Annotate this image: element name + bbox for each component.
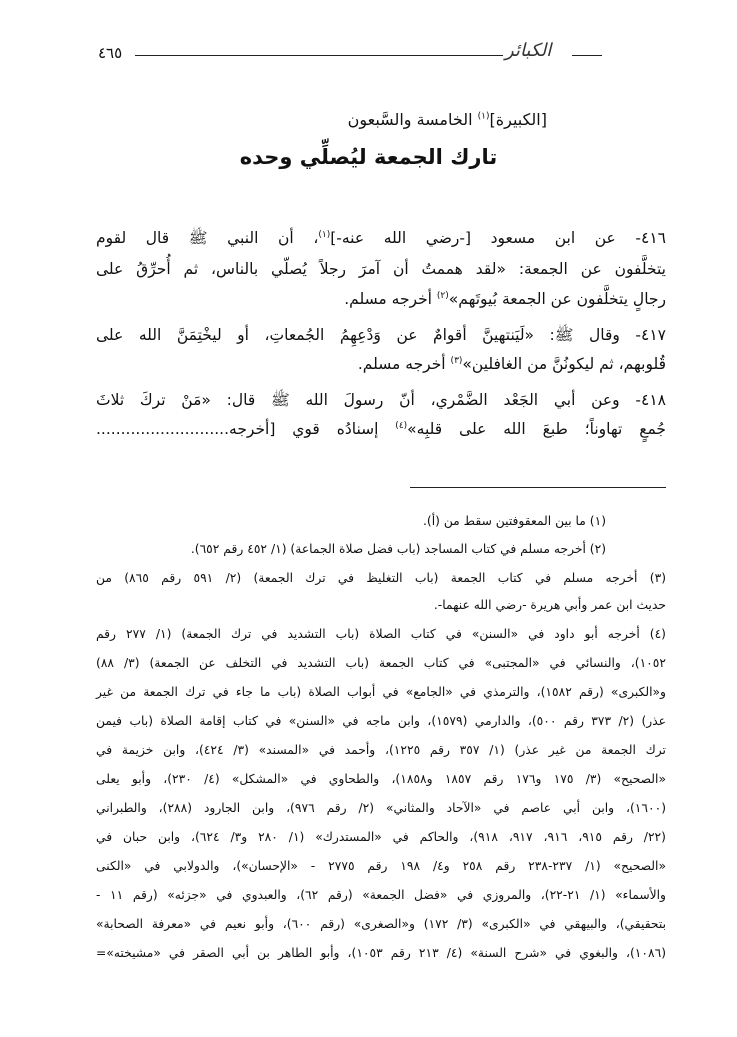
footnote-line: بتحقيقي)، والبيهقي في «الكبرى» (٣/ ١٧٢) و«الصغرى» (رقم ٦٠٠)، وأبو نعيم في «معرفة الصحابة»	[96, 917, 666, 931]
body-line: ٤١٧- وقال ﷺ: «لَيَنتهينَّ أقوامٌ عن وَدْعِهِمُ الجُمعاتِ، أو ليخْتِمَنَّ الله على	[96, 326, 666, 344]
footnote-line: و«الكبرى» (رقم ١٥٨٢)، والترمذي في «الجامع» في أبواب الصلاة (باب ما جاء في ترك الجمعة من غير	[96, 685, 666, 699]
body-line: يتخلَّفون عن الجمعة: «لقد هممتُ أن آمرَ رجلاً يُصلّي بالناس، ثم أُحرِّقُ على	[96, 260, 666, 278]
footnote-line: والأسماء» (١/ ٢١-٢٢)، والمروزي في «فضل الجمعة» (رقم ٦٢)، والعبدوي في «جزئه» (رقم ١١ -	[96, 888, 666, 902]
footnote-line: حديث ابن عمر وأبي هريرة -رضي الله عنهما-.	[433, 598, 666, 612]
footnote-line: (٣) أخرجه مسلم في كتاب الجمعة (باب التغليظ في ترك الجمعة) (٢/ ٥٩١ رقم ٨٦٥) من	[96, 571, 666, 585]
footnote-line: (٢) أخرجه مسلم في كتاب المساجد (باب فضل صلاة الجماعة) (١/ ٤٥٢ رقم ٦٥٢).	[190, 542, 606, 556]
chapter-title: تارك الجمعة ليُصلِّي وحده	[239, 145, 498, 169]
footnote-line: (٢٢/ رقم ٩١٥، ٩١٦، ٩١٧، ٩١٨)، والحاكم في «المستدرك» (١/ ٢٨٠ و٣/ ٦٢٤)، وابن حبان في	[96, 830, 666, 844]
footnote-line: عذر) (٢/ ٣٧٣ رقم ٥٠٠)، والدارمي (١٥٧٩)، وابن ماجه في «السنن» في كتاب إقامة الصلاة (باب فيمن	[96, 714, 666, 728]
body-line: قُلوبهم، ثم ليكونُنَّ من الغافلين»$^{(٣)}$ أخرجه مسلم.	[357, 355, 666, 373]
footnote-line: (٤) أخرجه أبو داود في «السنن» في كتاب الصلاة (باب التشديد في ترك الجمعة) (١/ ٢٧٧ رقم	[96, 627, 666, 641]
footnote-line: ١٠٥٢)، والنسائي في «المجتبى» في كتاب الجمعة (باب التشديد في التخلف عن الجمعة) (٣/ ٨٨)	[96, 656, 666, 670]
footnote-line: «الصحيح» (١/ ٢٣٧-٢٣٨ رقم ٢٥٨ و٤/ ١٩٨ رقم ٢٧٧٥ - «الإحسان»)، والدولابي في «الكنى	[96, 859, 666, 873]
footnote-line: ترك الجمعة من غير عذر) (١/ ٣٥٧ رقم ١٢٢٥)، وأحمد في «المسند» (٣/ ٤٢٤)، وابن خزيمة في	[96, 743, 666, 757]
body-line: رجالٍ يتخلَّفون عن الجمعة بُيوتَهم»$^{(٢)}$ أخرجه مسلم.	[344, 290, 666, 308]
section-label: [الكبيرة]	[489, 110, 547, 129]
page-number: ٤٦٥	[98, 44, 123, 62]
footnote-line: «الصحيح» (٣/ ١٧٥ و١٧٦ رقم ١٨٥٧ و١٨٥٨)، والطحاوي في «المشكل» (٤/ ٢٣٠)، وأبو يعلى	[96, 772, 666, 786]
footnote-separator	[410, 487, 666, 488]
body-line: جُمعٍ تهاوناً؛ طبعَ الله على قلبِه»$^{(٤)}$ إسنادُه قوي [أخرجه...........................	[96, 420, 666, 438]
footnote-line: (١٠٨٦)، والبغوي في «شرح السنة» (٤/ ٢١٣ رقم ١٠٥٣)، وأبو الطاهر بن أبي الصقر في «مشيخته»=	[96, 946, 667, 960]
footnote-line: (١) ما بين المعقوفتين سقط من (أ).	[422, 514, 606, 528]
section-heading	[348, 110, 547, 129]
running-title-logo: الكبائر	[505, 40, 552, 61]
body-line: ٤١٦- عن ابن مسعود [-رضي الله عنه-]$^{(١)}$، أن النبي ﷺ قال لقوم	[96, 229, 666, 247]
footnote-line: (١٦٠٠)، وابن أبي عاصم في «الآحاد والمثاني» (٢/ رقم ٩٧٦)، وابن الجارود (٢٨٨)، والطبراني	[96, 801, 666, 815]
body-line: ٤١٨- وعن أبي الجَعْد الضَّمْري، أنّ رسولَ الله ﷺ قال: «مَنْ تركَ ثلاثَ	[96, 391, 666, 409]
header-rule	[135, 55, 503, 56]
header-rule-right	[572, 55, 602, 56]
section-ordinal: الخامسة والسَّبعون	[347, 110, 478, 129]
footnote-ref: (١)	[477, 111, 490, 122]
